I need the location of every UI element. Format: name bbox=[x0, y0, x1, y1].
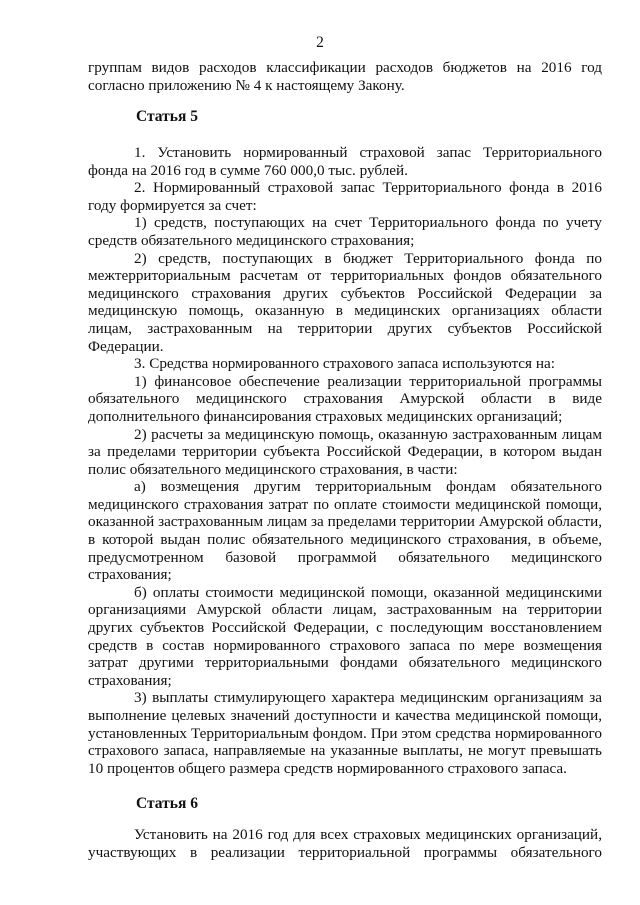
intro-block bbox=[88, 59, 602, 94]
article-5-paragraph: б) оплаты стоимости медицинской помощи, оказанной медицинскими организациями Амурской области лицам, застрахованным на территории других субъектов Российской Федерации, с последующим восстановлением средств в состав нормированного страхового запаса по мере возмещения затрат другими территориальными фондами обязательного медицинского страхования; bbox=[88, 583, 602, 689]
article-6-heading-block bbox=[88, 795, 602, 813]
article-5-paragraph: 3) выплаты стимулирующего характера медицинским организациям за выполнение целевых значений доступности и качества медицинской помощи, установленных Территориальным фондом. При этом средства нормированного страхового запаса, направляемые на указанные выплаты, не могут превышать 10 процентов общего размера средств нормированного страхового запаса. bbox=[88, 689, 602, 777]
intro-paragraph: группам видов расходов классификации расходов бюджетов на 2016 год согласно приложению № 4 к настоящему Закону. bbox=[88, 59, 602, 94]
article-5-paragraph: 1. Установить нормированный страховой запас Территориального фонда на 2016 год в сумме 760 000,0 тыс. рублей. bbox=[88, 144, 602, 179]
article-5-paragraph: 2) средств, поступающих в бюджет Территориального фонда по межтерриториальным расчетам от территориальных фондов обязательного медицинского страхования других субъектов Российской Федерации за медицинскую помощь, оказанную в медицинских организациях области лицам, застрахованным на территории других субъектов Российской Федерации. bbox=[88, 249, 602, 355]
article-5-paragraph: 3. Средства нормированного страхового запаса используются на: bbox=[134, 355, 555, 373]
article-5-paragraph: 2) расчеты за медицинскую помощь, оказанную застрахованным лицам за пределами территории субъекта Российской Федерации, в котором выдан полис обязательного медицинского страхования, в части: bbox=[88, 425, 602, 478]
article-5-paragraph: а) возмещения другим территориальным фондам обязательного медицинского страхования затрат по оплате стоимости медицинской помощи, оказанной застрахованным лицам за пределами территории Амурской области, в которой выдан полис обязательного медицинского страхования, в объеме, предусмотренном базовой программой обязательного медицинского страхования; bbox=[88, 478, 602, 584]
article-5-paragraph: 1) финансовое обеспечение реализации территориальной программы обязательного медицинского страхования Амурской области в виде дополнительного финансирования страховых медицинских организаций; bbox=[88, 372, 602, 425]
article-5-paragraph: 2. Нормированный страховой запас Территориального фонда в 2016 году формируется за счет: bbox=[88, 179, 602, 214]
article-5-heading: Статья 5 bbox=[136, 108, 198, 125]
article-5-heading-block bbox=[88, 108, 602, 126]
article-6-body bbox=[88, 826, 602, 861]
article-6-heading: Статья 6 bbox=[136, 795, 198, 812]
article-5-paragraph: 1) средств, поступающих на счет Территориального фонда по учету средств обязательного медицинского страхования; bbox=[88, 214, 602, 249]
article-5-body bbox=[88, 144, 602, 777]
page-number: 2 bbox=[316, 34, 324, 51]
article-6-paragraph: Установить на 2016 год для всех страховых медицинских организаций, участвующих в реализации территориальной программы обязательного bbox=[88, 826, 602, 861]
